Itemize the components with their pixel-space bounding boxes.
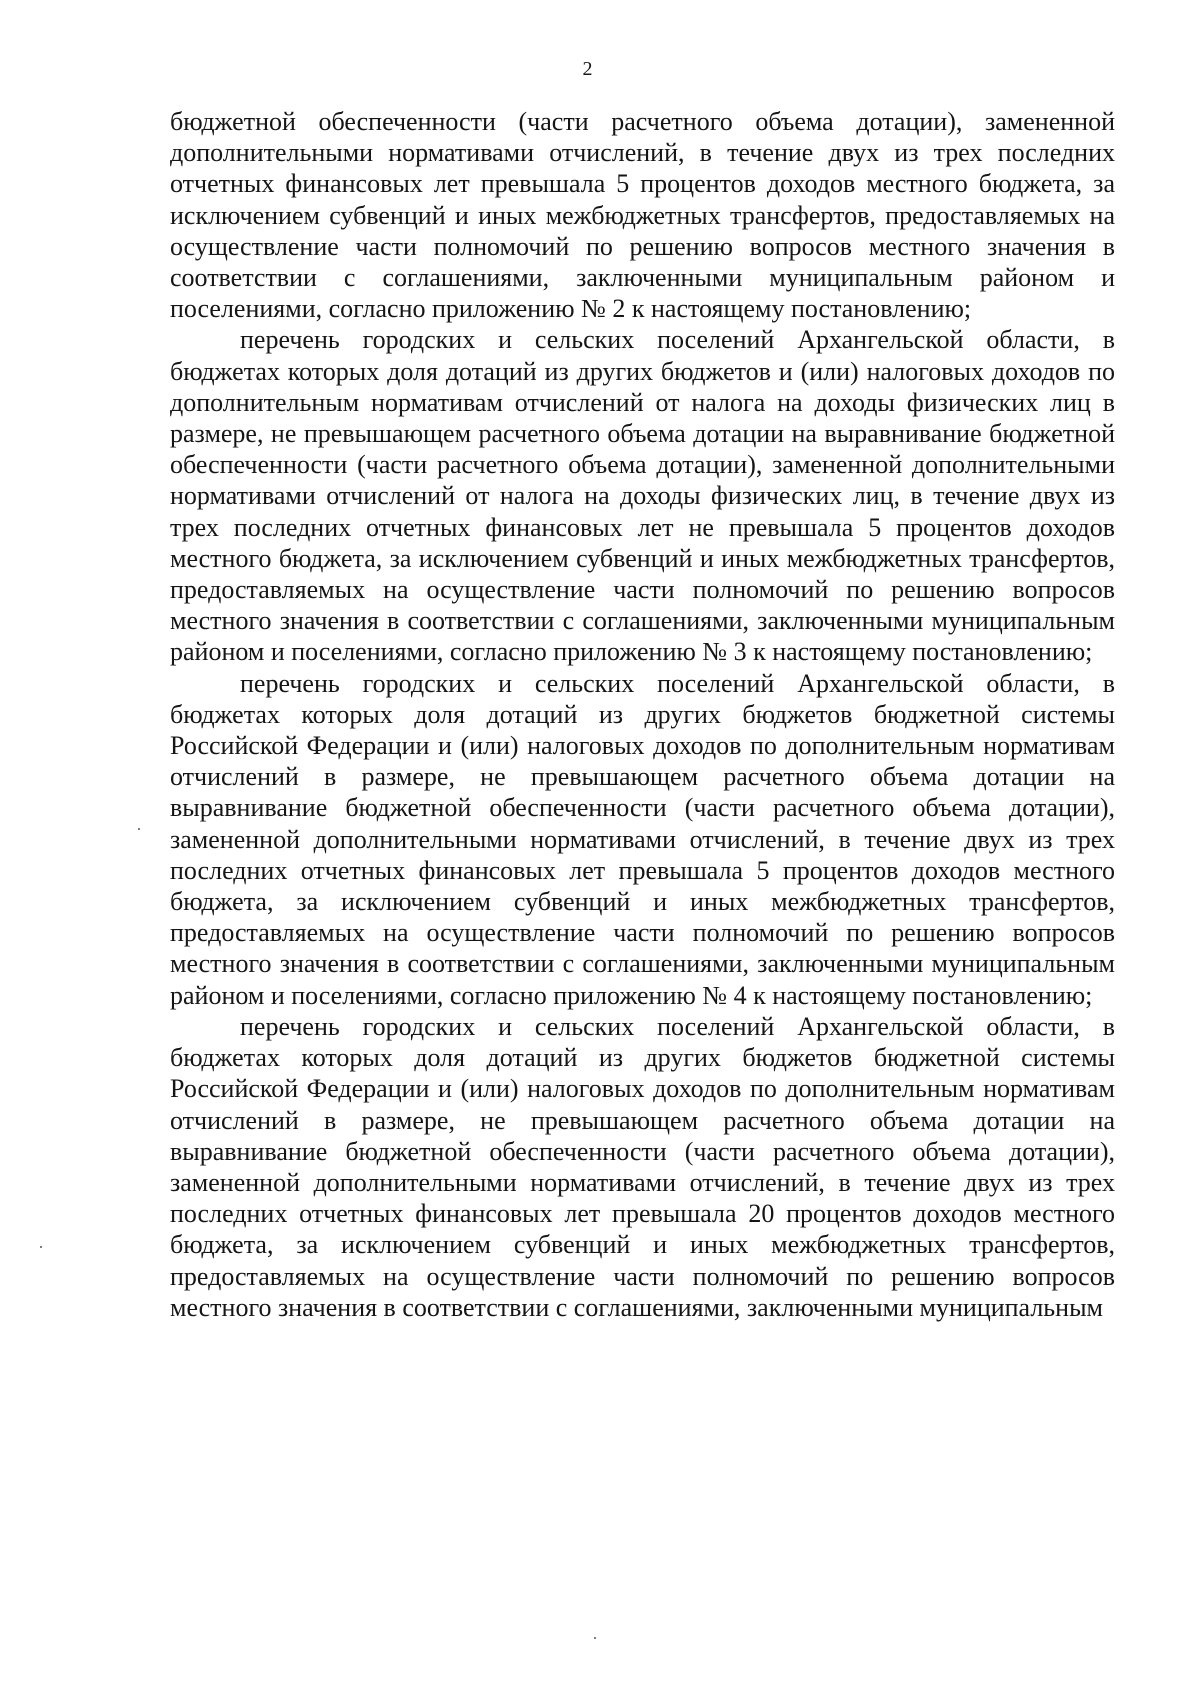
scan-artifact bbox=[138, 828, 140, 830]
paragraph-list-item-appendix-4: перечень городских и сельских поселений Архангельской области, в бюджетах которых доля дотаций из других бюджетов бюджетной системы Российской Федерации и (или) налоговых доходов по дополнительным нормативам отчислений в размере, не превышающем расчетного объема дотации на выравнивание бюджетной обеспеченности (части расчетного объема дотации), замененной дополнительными нормативами отчислений, в течение двух из трех последних отчетных финансовых лет превышала 5 процентов доходов местного бюджета, за исключением субвенций и иных межбюджетных трансфертов, предоставляемых на осуществление части полномочий по решению вопросов местного значения в соответствии с соглашениями, заключенными муниципальным районом и поселениями, согласно приложению № 4 к настоящему постановлению; bbox=[170, 668, 1115, 1010]
scan-artifact bbox=[594, 1637, 596, 1639]
document-body bbox=[170, 106, 1115, 1323]
paragraph-continuation: бюджетной обеспеченности (части расчетного объема дотации), замененной дополнительными нормативами отчислений, в течение двух из трех последних отчетных финансовых лет превышала 5 процентов доходов местного бюджета, за исключением субвенций и иных межбюджетных трансфертов, предоставляемых на осуществление части полномочий по решению вопросов местного значения в соответствии с соглашениями, заключенными муниципальным районом и поселениями, согласно приложению № 2 к настоящему постановлению; bbox=[170, 107, 1115, 324]
paragraph-list-item-appendix-3: перечень городских и сельских поселений Архангельской области, в бюджетах которых доля дотаций из других бюджетов и (или) налоговых доходов по дополнительным нормативам отчислений от налога на доходы физических лиц в размере, не превышающем расчетного объема дотации на выравнивание бюджетной обеспеченности (части расчетного объема дотации), замененной дополнительными нормативами отчислений от налога на доходы физических лиц, в течение двух из трех последних отчетных финансовых лет не превышала 5 процентов доходов местного бюджета, за исключением субвенций и иных межбюджетных трансфертов, предоставляемых на осуществление части полномочий по решению вопросов местного значения в соответствии с соглашениями, заключенными муниципальным районом и поселениями, согласно приложению № 3 к настоящему постановлению; bbox=[170, 325, 1115, 667]
page-number: 2 bbox=[582, 58, 593, 80]
paragraph-list-item-20-percent: перечень городских и сельских поселений Архангельской области, в бюджетах которых доля дотаций из других бюджетов бюджетной системы Российской Федерации и (или) налоговых доходов по дополнительным нормативам отчислений в размере, не превышающем расчетного объема дотации на выравнивание бюджетной обеспеченности (части расчетного объема дотации), замененной дополнительными нормативами отчислений, в течение двух из трех последних отчетных финансовых лет превышала 20 процентов доходов местного бюджета, за исключением субвенций и иных межбюджетных трансфертов, предоставляемых на осуществление части полномочий по решению вопросов местного значения в соответствии с соглашениями, заключенными муниципальным bbox=[170, 1011, 1115, 1322]
scan-artifact bbox=[40, 1246, 42, 1248]
